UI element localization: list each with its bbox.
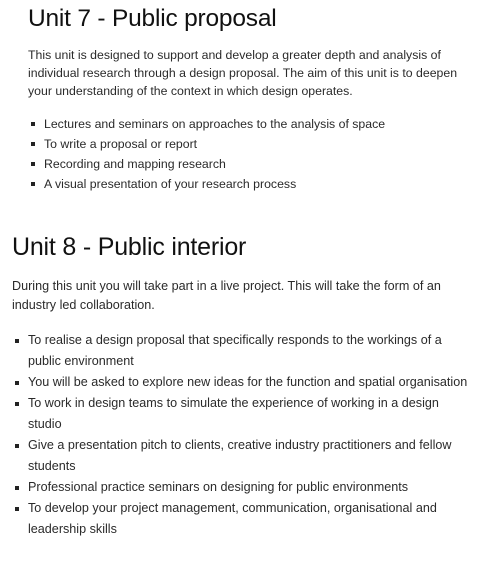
unit-8-list	[12, 330, 472, 540]
list-item-text: Give a presentation pitch to clients, creative industry practitioners and fellow students	[28, 438, 452, 473]
bullet-icon	[15, 507, 19, 511]
list-item	[28, 174, 468, 194]
list-item	[12, 498, 472, 540]
bullet-icon	[15, 339, 19, 343]
unit-7-heading: Unit 7 - Public proposal	[28, 5, 277, 32]
bullet-icon	[15, 402, 19, 406]
bullet-icon	[31, 182, 35, 186]
list-item	[12, 330, 472, 372]
list-item-text: Recording and mapping research	[44, 157, 226, 171]
bullet-icon	[31, 122, 35, 126]
unit-7-intro: This unit is designed to support and develop a greater depth and analysis of individual research through a design proposal. The aim of this unit is to deepen your understanding of the context in which design operates.	[28, 48, 458, 98]
list-item	[12, 372, 472, 393]
list-item	[28, 154, 468, 174]
bullet-icon	[31, 142, 35, 146]
list-item-text: To develop your project management, communication, organisational and leadership skills	[28, 501, 437, 536]
unit-7-section	[28, 0, 468, 194]
list-item	[12, 477, 472, 498]
unit-8-section	[12, 230, 472, 540]
list-item-text: To work in design teams to simulate the experience of working in a design studio	[28, 396, 439, 431]
bullet-icon	[31, 162, 35, 166]
unit-8-intro: During this unit you will take part in a live project. This will take the form of an industry led collaboration.	[12, 279, 441, 312]
list-item-text: Professional practice seminars on designing for public environments	[28, 480, 409, 494]
list-item-text: To write a proposal or report	[44, 137, 198, 151]
list-item	[28, 134, 468, 154]
list-item	[12, 393, 472, 435]
unit-8-heading: Unit 8 - Public interior	[12, 233, 247, 261]
list-item-text: A visual presentation of your research process	[44, 177, 297, 191]
bullet-icon	[15, 444, 19, 448]
list-item-text: Lectures and seminars on approaches to the analysis of space	[44, 117, 386, 131]
bullet-icon	[15, 486, 19, 490]
list-item-text: To realise a design proposal that specifically responds to the workings of a public environment	[28, 333, 442, 368]
unit-7-list	[28, 114, 468, 194]
list-item	[28, 114, 468, 134]
list-item-text: You will be asked to explore new ideas for the function and spatial organisation	[28, 375, 468, 389]
bullet-icon	[15, 381, 19, 385]
list-item	[12, 435, 472, 477]
